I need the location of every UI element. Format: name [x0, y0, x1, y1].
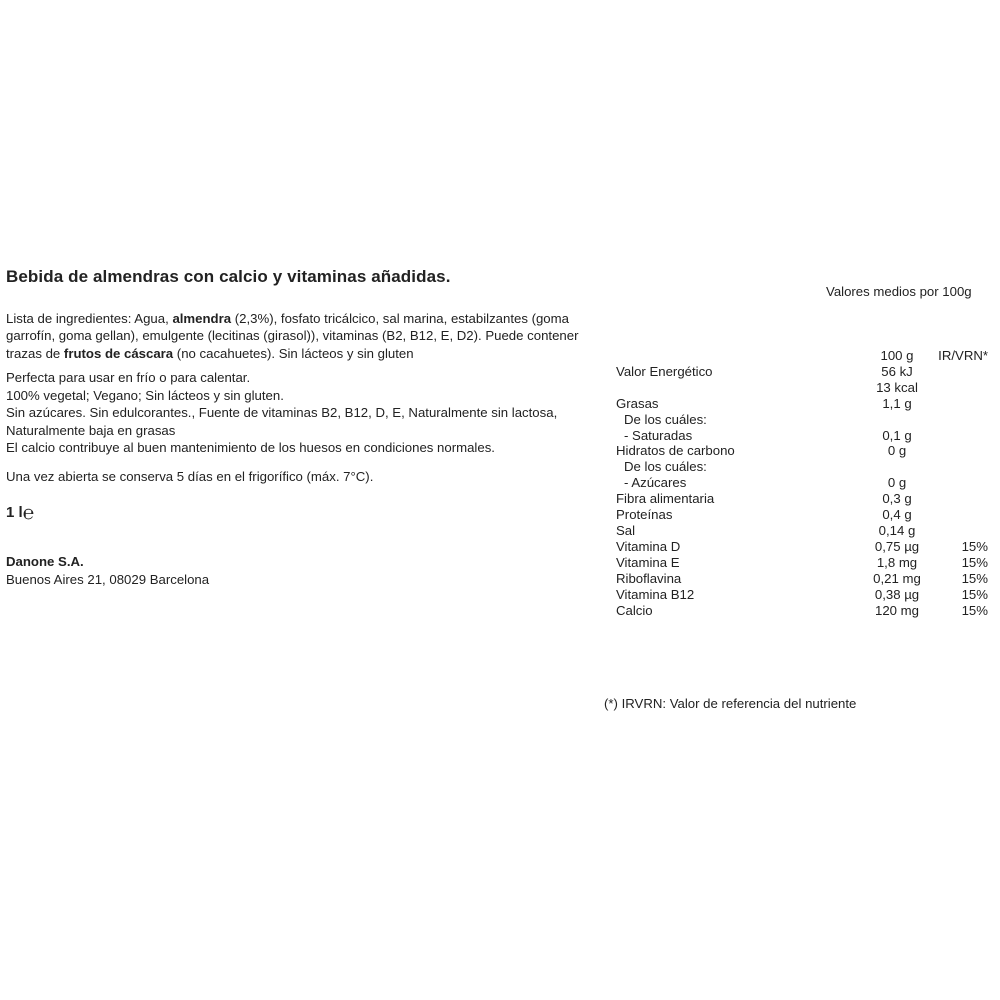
nutrition-header-amount: 100 g [880, 348, 914, 363]
row-label: Valor Energético [616, 363, 713, 379]
storage-instructions: Una vez abierta se conserva 5 días en el frigorífico (máx. 7°C). [6, 469, 374, 484]
ingredients-lead: Lista de ingredientes: Agua, [6, 311, 173, 327]
row-amount: 56 kJ [881, 363, 913, 379]
row-amount: 0,14 g [878, 522, 916, 538]
row-label: Vitamina B12 [616, 586, 695, 602]
ingredients-tail: (no cacahuetes). Sin lácteos y sin gluten [173, 345, 414, 361]
claim-line: Naturalmente baja en grasas [6, 422, 176, 438]
row-amount: 0,4 g [882, 507, 912, 523]
row-label: Riboflavina [616, 570, 682, 586]
row-irvrn [938, 396, 988, 412]
nutrition-row [616, 603, 988, 619]
nutrition-row [616, 412, 988, 428]
row-irvrn [938, 428, 988, 444]
row-label [616, 380, 856, 396]
row-irvrn [938, 507, 988, 523]
nutrition-header-irvrn: IR/VRN* [938, 348, 988, 363]
manufacturer-name: Danone S.A. [6, 554, 84, 569]
row-irvrn [938, 380, 988, 396]
row-label: Vitamina E [616, 554, 680, 570]
nutrition-row [616, 459, 988, 475]
nutrition-row [616, 539, 988, 555]
row-amount: 0,75 µg [874, 538, 920, 554]
row-amount: 0,1 g [882, 427, 912, 443]
row-irvrn [938, 412, 988, 428]
row-label: - Azúcares [624, 475, 687, 491]
ingredient-almond-bold: almendra [172, 311, 232, 327]
net-volume [6, 503, 34, 525]
manufacturer-address: Buenos Aires 21, 08029 Barcelona [6, 571, 210, 587]
row-label: - Saturadas [624, 427, 693, 443]
row-amount: 0,3 g [882, 491, 912, 507]
claim-line: Sin azúcares. Sin edulcorantes., Fuente de vitaminas B2, B12, D, E, Naturalmente sin lactosa, [6, 405, 558, 421]
row-label: Grasas [616, 395, 659, 411]
product-title: Bebida de almendras con calcio y vitaminas añadidas. [6, 267, 451, 286]
nutrition-row [616, 555, 988, 571]
row-label: De los cuáles: [624, 459, 707, 475]
row-irvrn: 15% [961, 554, 988, 570]
row-amount: 0 g [887, 475, 907, 491]
row-label: Hidratos de carbono [616, 443, 735, 459]
row-amount [856, 412, 938, 428]
row-irvrn [938, 523, 988, 539]
volume-quantity: 1 l [6, 504, 23, 521]
estimated-sign: ℮ [22, 503, 35, 524]
ingredients-middle: (2,3%), fosfato tricálcico, sal marina, estabilzantes (goma garrofín, goma gellan), emulgente (lecitinas (girasol)), vitaminas (B2, B12, E, D2). Puede contener trazas de [6, 311, 579, 361]
nutrition-header-row [616, 348, 988, 364]
row-irvrn [938, 491, 988, 507]
nutrition-row [616, 428, 988, 444]
row-irvrn: 15% [961, 570, 988, 586]
nutrition-row [616, 443, 988, 459]
manufacturer-block [6, 553, 209, 588]
row-irvrn: 15% [961, 586, 988, 602]
row-amount: 0 g [887, 443, 907, 459]
row-amount: 0,21 mg [873, 570, 921, 586]
row-amount: 13 kcal [876, 379, 918, 395]
row-label: Vitamina D [616, 538, 681, 554]
nutrition-row [616, 587, 988, 603]
nutrition-row [616, 507, 988, 523]
row-irvrn: 15% [961, 538, 988, 554]
row-label: Proteínas [616, 507, 673, 523]
row-amount: 1,8 mg [876, 554, 918, 570]
claim-line: Perfecta para usar en frío o para calentar. [6, 370, 251, 385]
row-irvrn: 15% [961, 602, 988, 618]
row-label: Fibra alimentaria [616, 491, 715, 507]
claim-line: El calcio contribuye al buen mantenimiento de los huesos en condiciones normales. [6, 440, 495, 456]
row-irvrn [938, 475, 988, 491]
irvrn-footnote: (*) IRVRN: Valor de referencia del nutriente [604, 696, 857, 711]
nutrition-row [616, 523, 988, 539]
nutrition-row [616, 491, 988, 507]
nutrition-row [616, 396, 988, 412]
row-amount [856, 459, 938, 475]
row-irvrn [938, 364, 988, 380]
row-amount: 0,38 µg [874, 586, 920, 602]
nutrition-header-label [616, 348, 856, 364]
nutrition-table [616, 348, 988, 618]
row-amount: 120 mg [875, 602, 919, 618]
allergen-nuts-bold: frutos de cáscara [63, 345, 174, 361]
row-label: De los cuáles: [624, 411, 707, 427]
product-claims [6, 369, 557, 457]
nutrition-row [616, 364, 988, 380]
nutrition-row [616, 571, 988, 587]
ingredients-paragraph [6, 310, 600, 362]
row-irvrn [938, 443, 988, 459]
nutrition-row [616, 475, 988, 491]
row-irvrn [938, 459, 988, 475]
claim-line: 100% vegetal; Vegano; Sin lácteos y sin gluten. [6, 387, 284, 403]
nutrition-row [616, 380, 988, 396]
row-label: Calcio [616, 602, 653, 618]
values-per-100g-note: Valores medios por 100g [826, 284, 972, 299]
row-amount: 1,1 g [882, 395, 912, 411]
row-label: Sal [616, 522, 636, 538]
